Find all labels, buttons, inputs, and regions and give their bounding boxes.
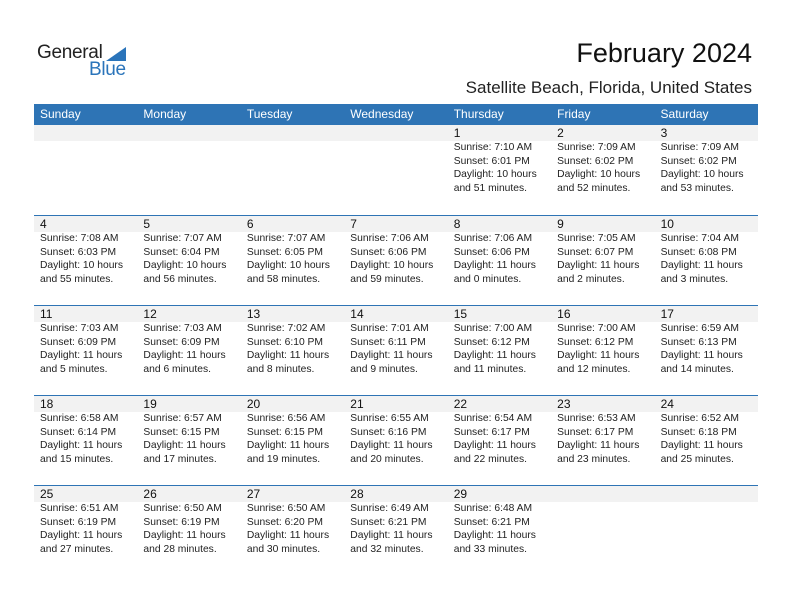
daylight-text: Daylight: 11 hours: [246, 530, 330, 542]
day-number: 11: [40, 307, 53, 321]
day-cell: [241, 306, 344, 396]
sunrise-text: Sunrise: 7:09 AM: [660, 142, 739, 153]
sunrise-text: Sunrise: 6:52 AM: [660, 413, 739, 424]
sunset-text: Sunset: 6:17 PM: [453, 426, 530, 438]
day-number: 2: [557, 126, 564, 140]
sunset-text: Sunset: 6:04 PM: [143, 246, 220, 258]
week-row: [34, 395, 758, 485]
day-cell: [551, 125, 654, 215]
sunset-text: Sunset: 6:05 PM: [246, 246, 323, 258]
daylight-text-cont: and 8 minutes.: [246, 363, 315, 375]
daylight-text-cont: and 30 minutes.: [246, 543, 321, 555]
daylight-text-cont: and 27 minutes.: [40, 543, 114, 555]
empty-day-cell: [241, 125, 344, 215]
daylight-text-cont: and 17 minutes.: [143, 453, 217, 465]
sunset-text: Sunset: 6:02 PM: [557, 155, 634, 167]
empty-day-cell: [655, 486, 758, 576]
daylight-text-cont: and 22 minutes.: [453, 453, 527, 465]
daylight-text: Daylight: 11 hours: [660, 440, 743, 452]
daylight-text-cont: and 11 minutes.: [453, 363, 527, 375]
day-number: 29: [453, 487, 468, 501]
daylight-text: Daylight: 11 hours: [350, 350, 433, 362]
sunset-text: Sunset: 6:12 PM: [453, 336, 530, 348]
sunset-text: Sunset: 6:19 PM: [40, 516, 117, 528]
daylight-text: Daylight: 11 hours: [143, 440, 226, 452]
sunrise-text: Sunrise: 6:49 AM: [350, 503, 429, 514]
daylight-text-cont: and 2 minutes.: [557, 273, 625, 285]
sunset-text: Sunset: 6:21 PM: [350, 516, 427, 528]
weekday-wednesday: Wednesday: [350, 107, 414, 121]
day-number: 8: [453, 217, 461, 231]
daylight-text: Daylight: 11 hours: [40, 440, 123, 452]
daylight-text-cont: and 20 minutes.: [350, 453, 424, 465]
day-number: 19: [143, 397, 157, 411]
day-number: 24: [660, 397, 674, 411]
day-number: 17: [660, 307, 674, 321]
day-cell: [344, 216, 447, 306]
sunset-text: Sunset: 6:06 PM: [453, 246, 530, 258]
day-number: 10: [660, 217, 674, 231]
week-row: [34, 485, 758, 575]
daylight-text: Daylight: 10 hours: [453, 169, 537, 181]
sunset-text: Sunset: 6:20 PM: [246, 516, 323, 528]
daylight-text-cont: and 53 minutes.: [660, 182, 734, 194]
day-number: 12: [143, 307, 157, 321]
daylight-text: Daylight: 11 hours: [557, 350, 640, 362]
logo-text-blue: Blue: [89, 59, 126, 80]
sunrise-text: Sunrise: 7:02 AM: [246, 323, 326, 334]
daylight-text-cont: and 56 minutes.: [143, 273, 217, 285]
day-cell: [344, 486, 447, 576]
daylight-text: Daylight: 11 hours: [453, 440, 536, 452]
sunrise-text: Sunrise: 7:00 AM: [453, 323, 533, 334]
sunset-text: Sunset: 6:17 PM: [557, 426, 634, 438]
daylight-text-cont: and 23 minutes.: [557, 453, 631, 465]
weekday-saturday: Saturday: [660, 107, 709, 121]
day-number: 27: [246, 487, 261, 501]
week-row: [34, 125, 758, 215]
week-row: [34, 215, 758, 305]
sunrise-text: Sunrise: 6:48 AM: [453, 503, 533, 514]
daylight-text-cont: and 15 minutes.: [40, 453, 114, 465]
day-cell: [448, 125, 551, 215]
sunset-text: Sunset: 6:12 PM: [557, 336, 634, 348]
daylight-text-cont: and 25 minutes.: [660, 453, 734, 465]
day-number: 25: [40, 487, 54, 501]
weekday-header: [34, 104, 758, 125]
daylight-text-cont: and 52 minutes.: [557, 182, 631, 194]
sunset-text: Sunset: 6:19 PM: [143, 516, 220, 528]
sunrise-text: Sunrise: 6:59 AM: [660, 323, 739, 334]
day-cell: [551, 216, 654, 306]
daylight-text-cont: and 19 minutes.: [246, 453, 321, 465]
daylight-text-cont: and 32 minutes.: [350, 543, 424, 555]
sunrise-text: Sunrise: 7:00 AM: [557, 323, 636, 334]
sunrise-text: Sunrise: 7:07 AM: [143, 233, 222, 244]
sunset-text: Sunset: 6:15 PM: [143, 426, 220, 438]
logo-text-general: General: [37, 42, 103, 63]
day-number: 7: [350, 217, 357, 231]
week-row: [34, 305, 758, 395]
day-cell: [655, 396, 758, 486]
day-cell: [137, 216, 240, 306]
day-number: 1: [453, 126, 461, 140]
sunrise-text: Sunrise: 6:54 AM: [453, 413, 533, 424]
daylight-text: Daylight: 10 hours: [143, 260, 227, 272]
day-number: 3: [660, 126, 668, 140]
sunrise-text: Sunrise: 7:09 AM: [557, 142, 636, 153]
day-cell: [655, 125, 758, 215]
daylight-text: Daylight: 11 hours: [660, 350, 743, 362]
sunset-text: Sunset: 6:14 PM: [40, 426, 117, 438]
sunrise-text: Sunrise: 7:07 AM: [246, 233, 326, 244]
day-cell: [655, 306, 758, 396]
weekday-monday: Monday: [143, 107, 187, 121]
daylight-text-cont: and 59 minutes.: [350, 273, 424, 285]
sunset-text: Sunset: 6:10 PM: [246, 336, 323, 348]
daylight-text-cont: and 28 minutes.: [143, 543, 217, 555]
logo: [37, 42, 137, 82]
day-cell: [344, 306, 447, 396]
sunset-text: Sunset: 6:13 PM: [660, 336, 737, 348]
daylight-text: Daylight: 10 hours: [660, 169, 744, 181]
sunrise-text: Sunrise: 7:03 AM: [143, 323, 222, 334]
weekday-sunday: Sunday: [40, 107, 81, 121]
daylight-text-cont: and 12 minutes.: [557, 363, 631, 375]
sunrise-text: Sunrise: 6:50 AM: [246, 503, 326, 514]
day-cell: [655, 216, 758, 306]
day-number: 6: [246, 217, 254, 231]
sunset-text: Sunset: 6:16 PM: [350, 426, 427, 438]
sunrise-text: Sunrise: 6:50 AM: [143, 503, 222, 514]
daylight-text-cont: and 0 minutes.: [453, 273, 522, 285]
sunrise-text: Sunrise: 6:57 AM: [143, 413, 222, 424]
sunrise-text: Sunrise: 6:53 AM: [557, 413, 636, 424]
sunrise-text: Sunrise: 7:06 AM: [350, 233, 429, 244]
daylight-text: Daylight: 11 hours: [143, 530, 226, 542]
sunset-text: Sunset: 6:06 PM: [350, 246, 427, 258]
day-cell: [137, 396, 240, 486]
daylight-text: Daylight: 11 hours: [350, 530, 433, 542]
location-subtitle: Satellite Beach, Florida, United States: [465, 78, 752, 97]
day-cell: [241, 486, 344, 576]
sunset-text: Sunset: 6:18 PM: [660, 426, 737, 438]
sunset-text: Sunset: 6:21 PM: [453, 516, 530, 528]
sunset-text: Sunset: 6:01 PM: [453, 155, 530, 167]
day-number: 28: [350, 487, 364, 501]
sunset-text: Sunset: 6:07 PM: [557, 246, 634, 258]
day-cell: [137, 306, 240, 396]
daylight-text-cont: and 3 minutes.: [660, 273, 729, 285]
daylight-text-cont: and 51 minutes.: [453, 182, 527, 194]
weekday-thursday: Thursday: [453, 107, 504, 121]
day-number: 21: [350, 397, 364, 411]
day-cell: [241, 396, 344, 486]
daylight-text: Daylight: 11 hours: [453, 530, 536, 542]
day-cell: [448, 216, 551, 306]
empty-day-cell: [551, 486, 654, 576]
day-number: 4: [40, 217, 47, 231]
day-cell: [34, 396, 137, 486]
daylight-text-cont: and 33 minutes.: [453, 543, 527, 555]
daylight-text: Daylight: 11 hours: [40, 530, 123, 542]
daylight-text: Daylight: 11 hours: [557, 260, 640, 272]
sunset-text: Sunset: 6:08 PM: [660, 246, 737, 258]
day-cell: [448, 306, 551, 396]
day-number: 16: [557, 307, 571, 321]
daylight-text: Daylight: 10 hours: [246, 260, 330, 272]
daylight-text-cont: and 55 minutes.: [40, 273, 114, 285]
sunrise-text: Sunrise: 6:56 AM: [246, 413, 326, 424]
sunset-text: Sunset: 6:09 PM: [40, 336, 117, 348]
sunrise-text: Sunrise: 7:08 AM: [40, 233, 119, 244]
daylight-text: Daylight: 11 hours: [350, 440, 433, 452]
sunrise-text: Sunrise: 7:04 AM: [660, 233, 739, 244]
day-cell: [344, 396, 447, 486]
daylight-text: Daylight: 11 hours: [453, 260, 536, 272]
daylight-text-cont: and 14 minutes.: [660, 363, 734, 375]
weekday-friday: Friday: [557, 107, 591, 121]
daylight-text: Daylight: 10 hours: [40, 260, 123, 272]
day-cell: [448, 396, 551, 486]
daylight-text: Daylight: 11 hours: [557, 440, 640, 452]
day-cell: [241, 216, 344, 306]
day-number: 15: [453, 307, 468, 321]
sunset-text: Sunset: 6:03 PM: [40, 246, 117, 258]
sunset-text: Sunset: 6:09 PM: [143, 336, 220, 348]
day-cell: [448, 486, 551, 576]
weekday-tuesday: Tuesday: [246, 107, 293, 121]
day-number: 20: [246, 397, 261, 411]
page-title: February 2024: [576, 38, 752, 68]
day-number: 5: [143, 217, 151, 231]
sunrise-text: Sunrise: 7:06 AM: [453, 233, 533, 244]
sunrise-text: Sunrise: 7:01 AM: [350, 323, 429, 334]
daylight-text: Daylight: 10 hours: [350, 260, 434, 272]
day-cell: [137, 486, 240, 576]
sunrise-text: Sunrise: 6:55 AM: [350, 413, 429, 424]
day-number: 9: [557, 217, 564, 231]
day-cell: [34, 486, 137, 576]
daylight-text-cont: and 58 minutes.: [246, 273, 321, 285]
daylight-text: Daylight: 11 hours: [246, 350, 330, 362]
daylight-text: Daylight: 11 hours: [246, 440, 330, 452]
daylight-text: Daylight: 11 hours: [660, 260, 743, 272]
daylight-text-cont: and 9 minutes.: [350, 363, 418, 375]
day-cell: [551, 396, 654, 486]
sunrise-text: Sunrise: 6:58 AM: [40, 413, 119, 424]
day-number: 23: [557, 397, 571, 411]
daylight-text: Daylight: 11 hours: [453, 350, 536, 362]
sunrise-text: Sunrise: 7:03 AM: [40, 323, 119, 334]
day-number: 26: [143, 487, 157, 501]
daylight-text-cont: and 5 minutes.: [40, 363, 108, 375]
sunset-text: Sunset: 6:11 PM: [350, 336, 426, 348]
sunrise-text: Sunrise: 7:10 AM: [453, 142, 533, 153]
day-number: 22: [453, 397, 468, 411]
daylight-text-cont: and 6 minutes.: [143, 363, 211, 375]
sunrise-text: Sunrise: 7:05 AM: [557, 233, 636, 244]
day-cell: [551, 306, 654, 396]
day-number: 14: [350, 307, 364, 321]
daylight-text: Daylight: 10 hours: [557, 169, 641, 181]
sunrise-text: Sunrise: 6:51 AM: [40, 503, 119, 514]
day-number: 13: [246, 307, 261, 321]
sunset-text: Sunset: 6:15 PM: [246, 426, 323, 438]
day-number: 18: [40, 397, 54, 411]
sunset-text: Sunset: 6:02 PM: [660, 155, 737, 167]
day-cell: [34, 306, 137, 396]
empty-day-cell: [344, 125, 447, 215]
empty-day-cell: [34, 125, 137, 215]
daylight-text: Daylight: 11 hours: [143, 350, 226, 362]
day-cell: [34, 216, 137, 306]
empty-day-cell: [137, 125, 240, 215]
daylight-text: Daylight: 11 hours: [40, 350, 123, 362]
